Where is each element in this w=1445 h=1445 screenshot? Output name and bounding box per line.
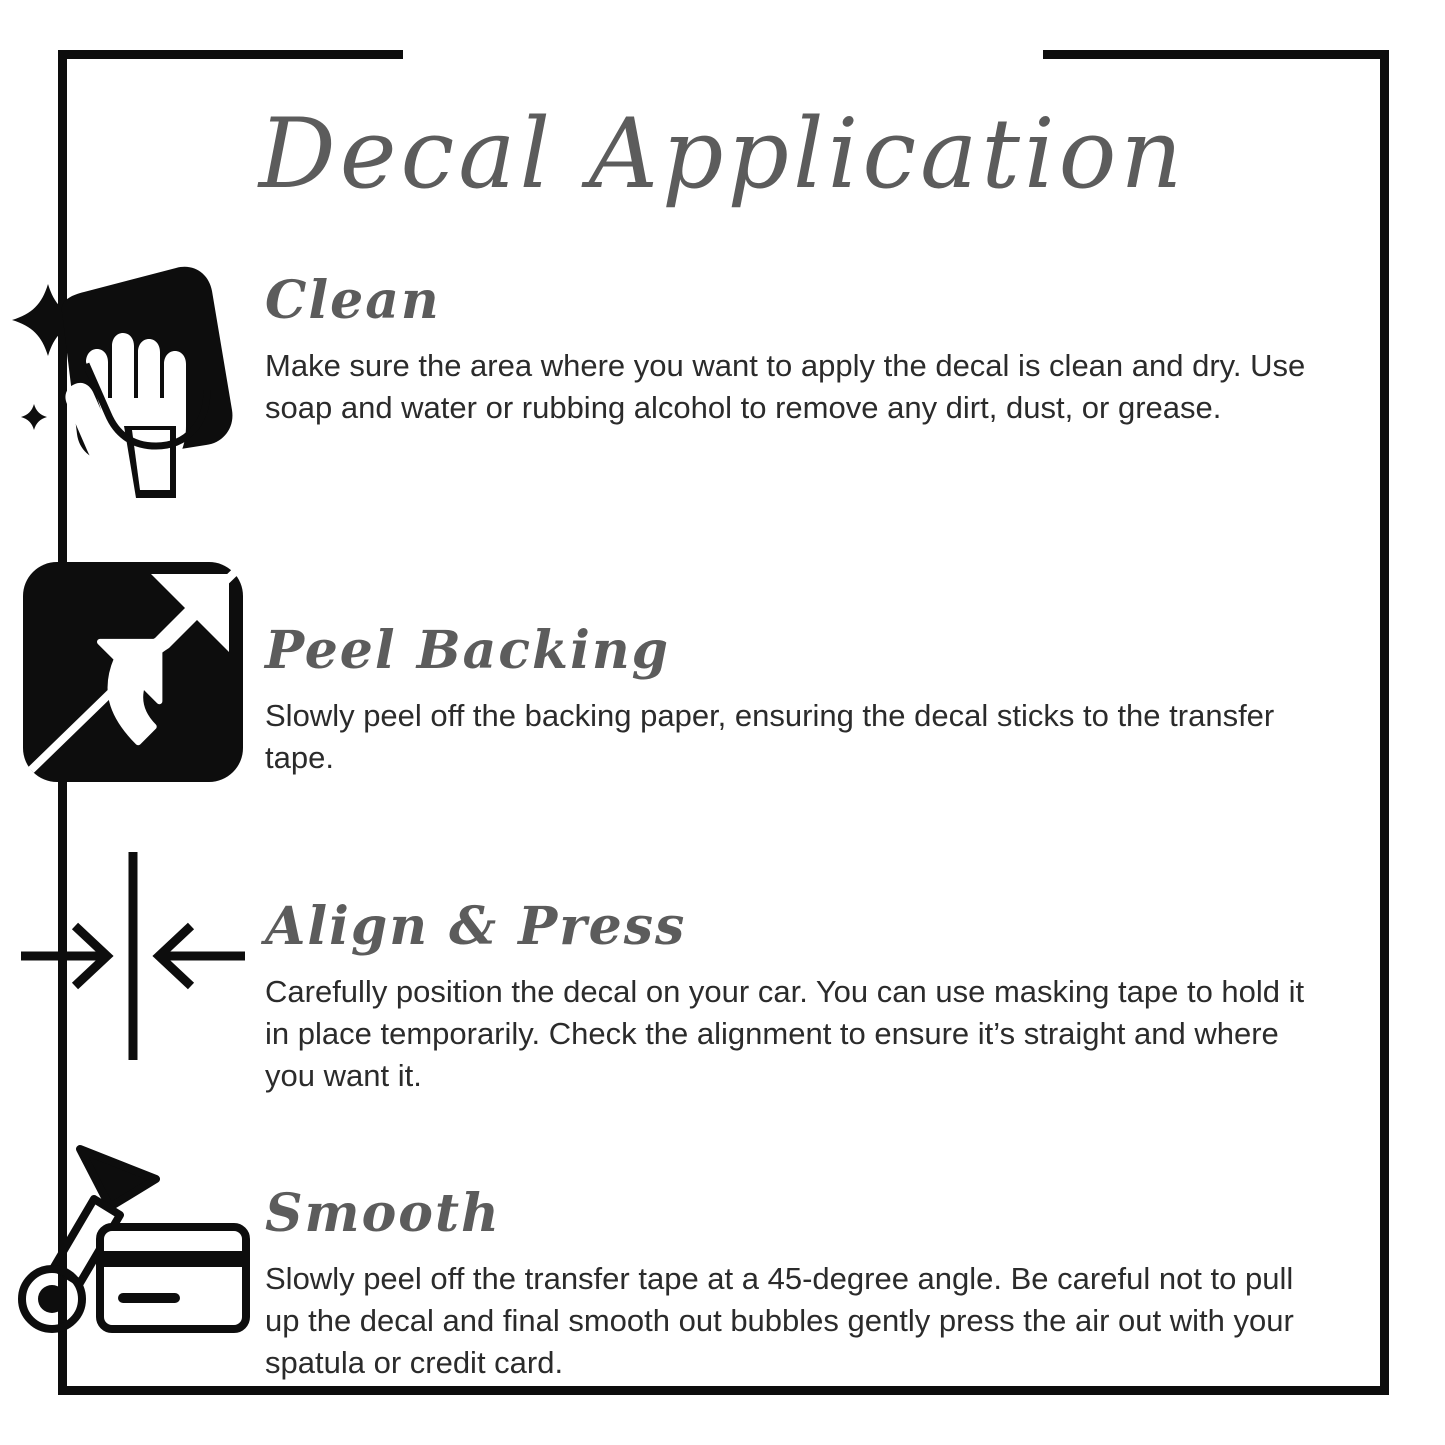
step-heading-align-press: Align & Press — [265, 896, 687, 957]
frame-border-top-right — [1043, 50, 1389, 59]
frame-border-bottom — [58, 1386, 1389, 1395]
squeegee-credit-card-icon — [0, 1139, 265, 1353]
frame-border-top-left — [58, 50, 403, 59]
step-heading-smooth: Smooth — [265, 1183, 501, 1245]
step-text-peel-backing: Slowly peel off the backing paper, ensuring the decal sticks to the transfer tape. — [265, 697, 1275, 775]
align-arrows-center-line-icon — [0, 842, 265, 1066]
step-body-peel-backing — [265, 552, 1445, 779]
step-item-peel-backing — [0, 552, 1445, 796]
step-text-smooth: Slowly peel off the transfer tape at a 45-degree angle. Be careful not to pull up the decal and final smooth out bubbles gently press the air out with your spatula or credit card. — [265, 1260, 1294, 1380]
step-item-align-press — [0, 842, 1445, 1097]
step-text-clean: Make sure the area where you want to apply the decal is clean and dry. Use soap and water or rubbing alcohol to remove any dirt, dust, or grease. — [265, 347, 1306, 425]
page-title: Decal Application — [258, 98, 1187, 210]
step-heading-clean: Clean — [265, 270, 441, 331]
step-body-clean — [265, 250, 1445, 429]
step-text-align-press: Carefully position the decal on your car. You can use masking tape to hold it in place temporarily. Check the alignment to ensure it’s straight and where you want it. — [265, 973, 1305, 1093]
step-item-clean — [0, 250, 1445, 514]
steps-list — [0, 250, 1445, 1384]
step-heading-peel-backing: Peel Backing — [265, 620, 670, 681]
step-body-align-press — [265, 842, 1445, 1097]
step-item-smooth — [0, 1139, 1445, 1384]
peel-corner-arrow-icon — [0, 552, 265, 796]
cleaning-cloth-hand-icon — [0, 250, 265, 514]
step-body-smooth — [265, 1139, 1445, 1384]
